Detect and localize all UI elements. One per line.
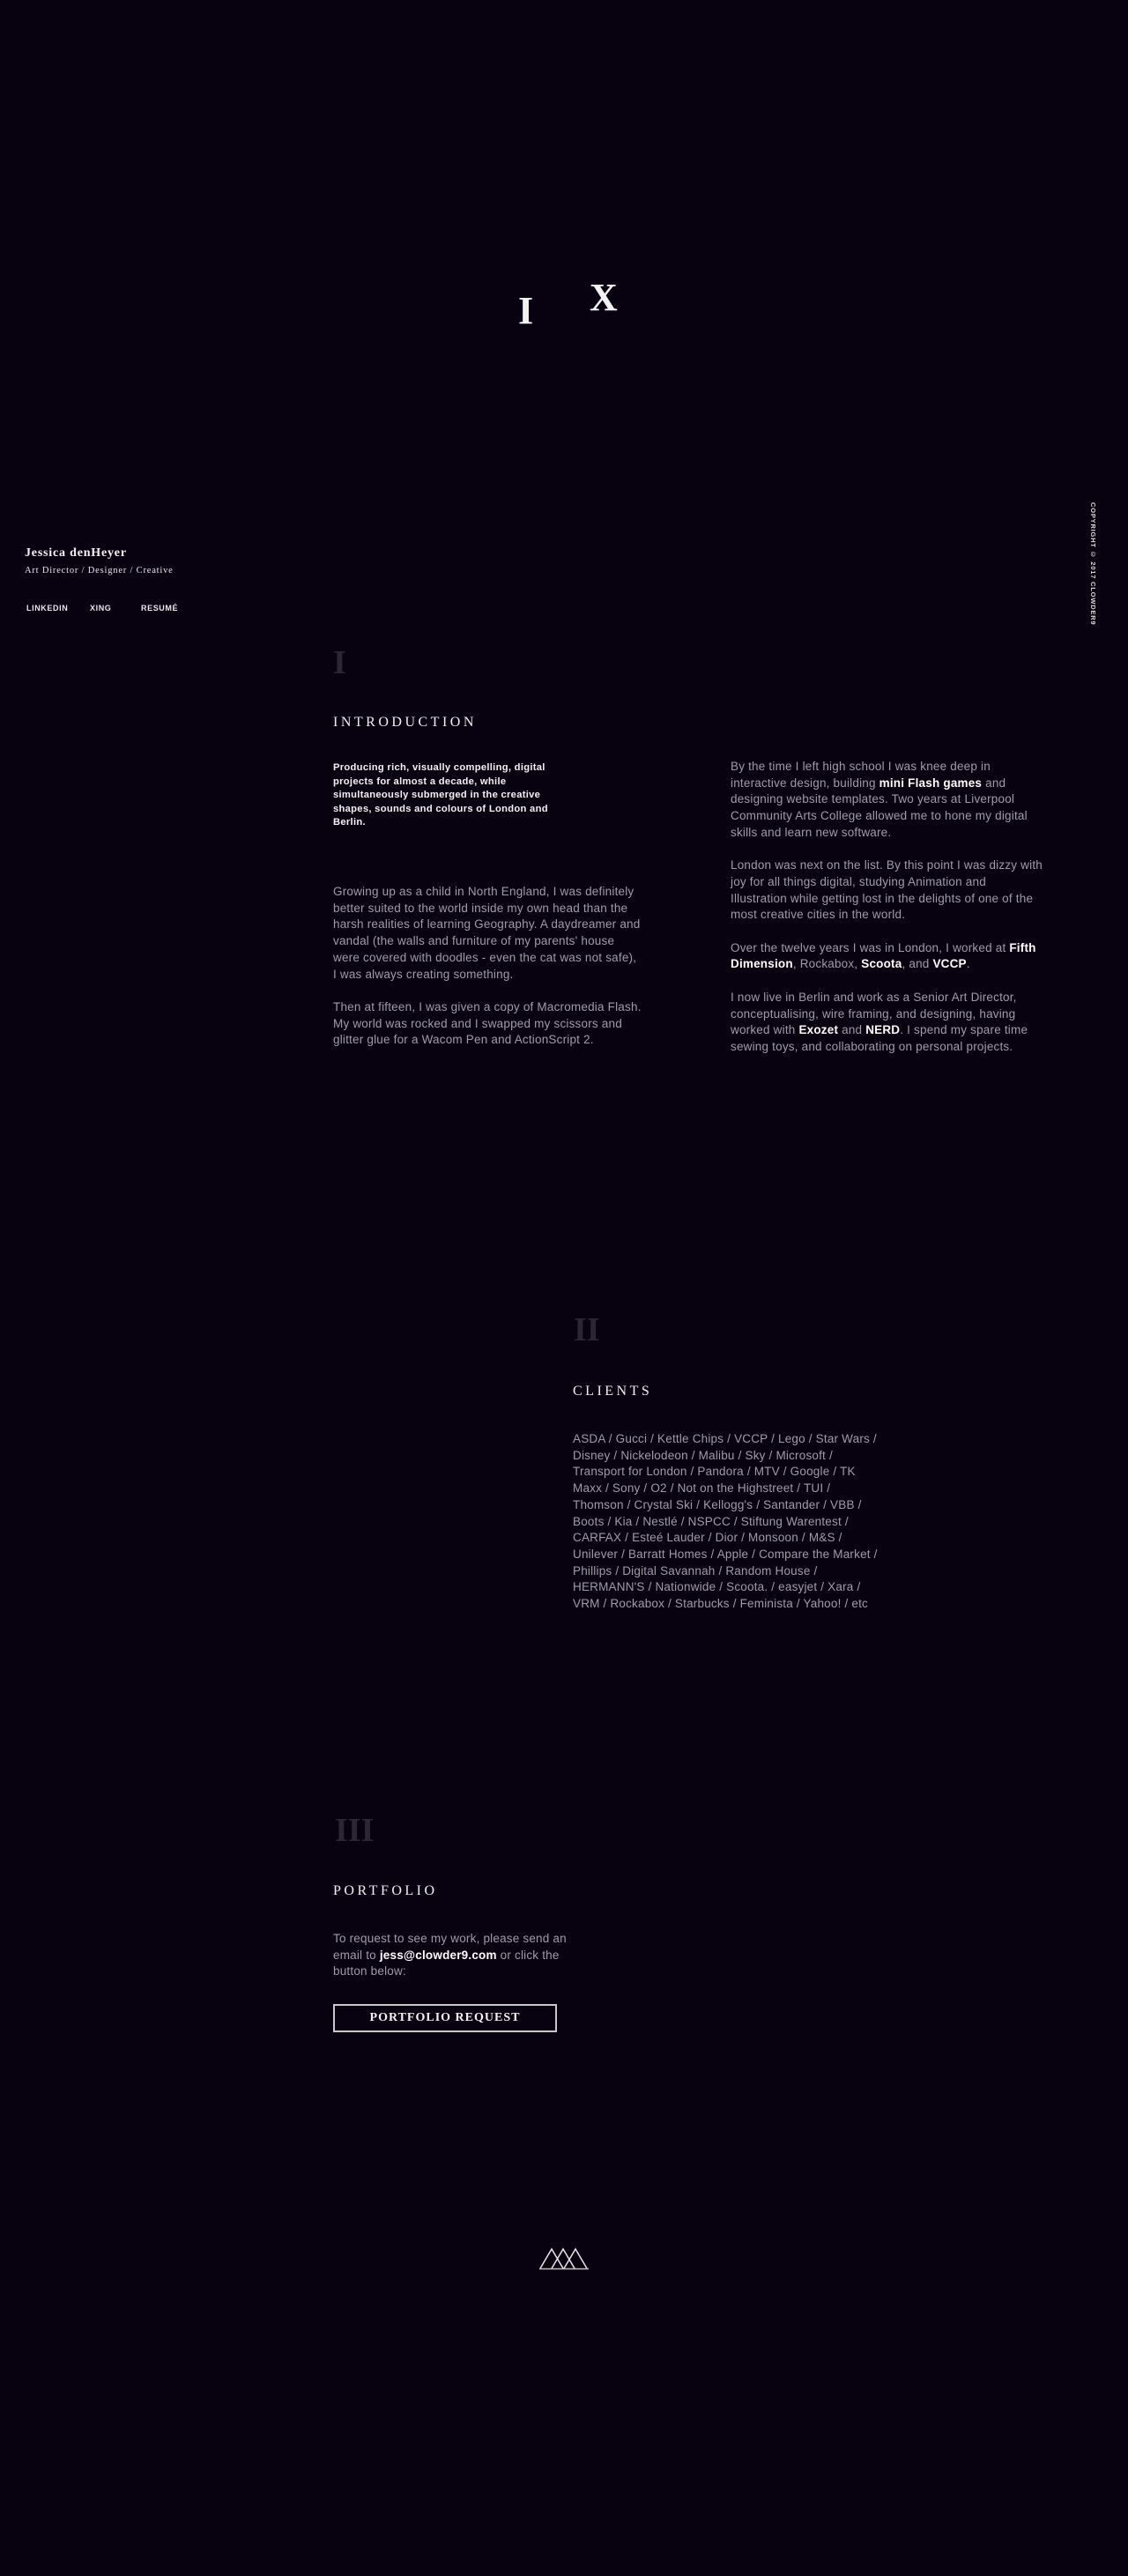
resume-link[interactable]: RESUMÉ	[141, 604, 179, 612]
intro-right-column	[731, 759, 1043, 1072]
portfolio-request-button[interactable]: PORTFOLIO REQUEST	[333, 2004, 557, 2032]
portfolio-description: To request to see my work, please send an email to jess@clowder9.com or click the button below:	[333, 1932, 567, 1978]
section-numeral-i: I	[333, 644, 346, 681]
portfolio-heading: PORTFOLIO	[333, 1883, 438, 1898]
intro-paragraph: Then at fifteen, I was given a copy of Macromedia Flash. My world was rocked and I swapped my scissors and glitter glue for a Wacom Pen and ActionScript 2.	[333, 999, 642, 1047]
profile-block	[25, 546, 174, 575]
section-numeral-ii: II	[574, 1311, 600, 1348]
clients-heading: CLIENTS	[573, 1384, 653, 1399]
copyright-text: COPYRIGHT © 2017 CLOWDER9	[1089, 502, 1097, 626]
intro-paragraph: Growing up as a child in North England, I was definitely better suited to the world inside my own head than the harsh realities of learning Geography. A daydreamer and vandal (the walls and furniture of my parents' house were covered with doodles - even the cat was not safe), I was always creating something.	[333, 885, 641, 981]
intro-paragraph: By the time I left high school I was knee deep in interactive design, building mini Flash games and designing website templates. Two years at Liverpool Community Arts College allowed me to hone my digital skills and learn new software.	[731, 760, 1028, 839]
intro-heading: INTRODUCTION	[333, 715, 477, 730]
profile-name: Jessica denHeyer	[25, 546, 127, 560]
section-numeral-iii: III	[335, 1812, 375, 1849]
intro-paragraph: Over the twelve years I was in London, I worked at Fifth Dimension, Rockabox, Scoota, and VCCP.	[731, 940, 1036, 971]
linkedin-link[interactable]: LINKEDIN	[26, 604, 69, 612]
hero-numeral-x: X	[590, 276, 618, 319]
email-link[interactable]: jess@clowder9.com	[379, 1948, 497, 1962]
xing-link[interactable]: XING	[90, 604, 112, 612]
intro-left-column	[333, 884, 642, 1065]
profile-role: Art Director / Designer / Creative	[25, 566, 174, 575]
intro-lead: Producing rich, visually compelling, digital projects for almost a decade, while simultaneously submerged in the creative shapes, sounds and colours of London and Berlin.	[333, 762, 548, 828]
hero-numeral-i: I	[518, 289, 534, 332]
intro-paragraph: I now live in Berlin and work as a Senior Art Director, conceptualising, wire framing, and designing, having worked with Exozet and NERD. I spend my spare time sewing toys, and collaborating on personal projects.	[731, 990, 1028, 1053]
intro-paragraph: London was next on the list. By this point I was dizzy with joy for all things digital, studying Animation and Illustration while getting lost in the delights of one of the most creative cities in the world.	[731, 858, 1043, 922]
clients-list: ASDA / Gucci / Kettle Chips / VCCP / Lego / Star Wars / Disney / Nickelodeon / Malibu / Sky / Microsoft / Transport for London / Pandora / MTV / Google / TK Maxx / Sony / O2 / Not on the Highstreet / TUI / Thomson / Crystal Ski / Kellogg's / Santander / VBB / Boots / Kia / Nestlé / NSPCC / Stiftung Warentest / CARFAX / Esteé Lauder / Dior / Monsoon / M&S / Unilever / Barratt Homes / Apple / Compare the Market / Phillips / Digital Savannah / Random House / HERMANN'S / Nationwide / Scoota. / easyjet / Xara / VRM / Rockabox / Starbucks / Feminista / Yahoo! / etc	[573, 1432, 878, 1611]
clowder9-logo-icon	[539, 2247, 589, 2270]
